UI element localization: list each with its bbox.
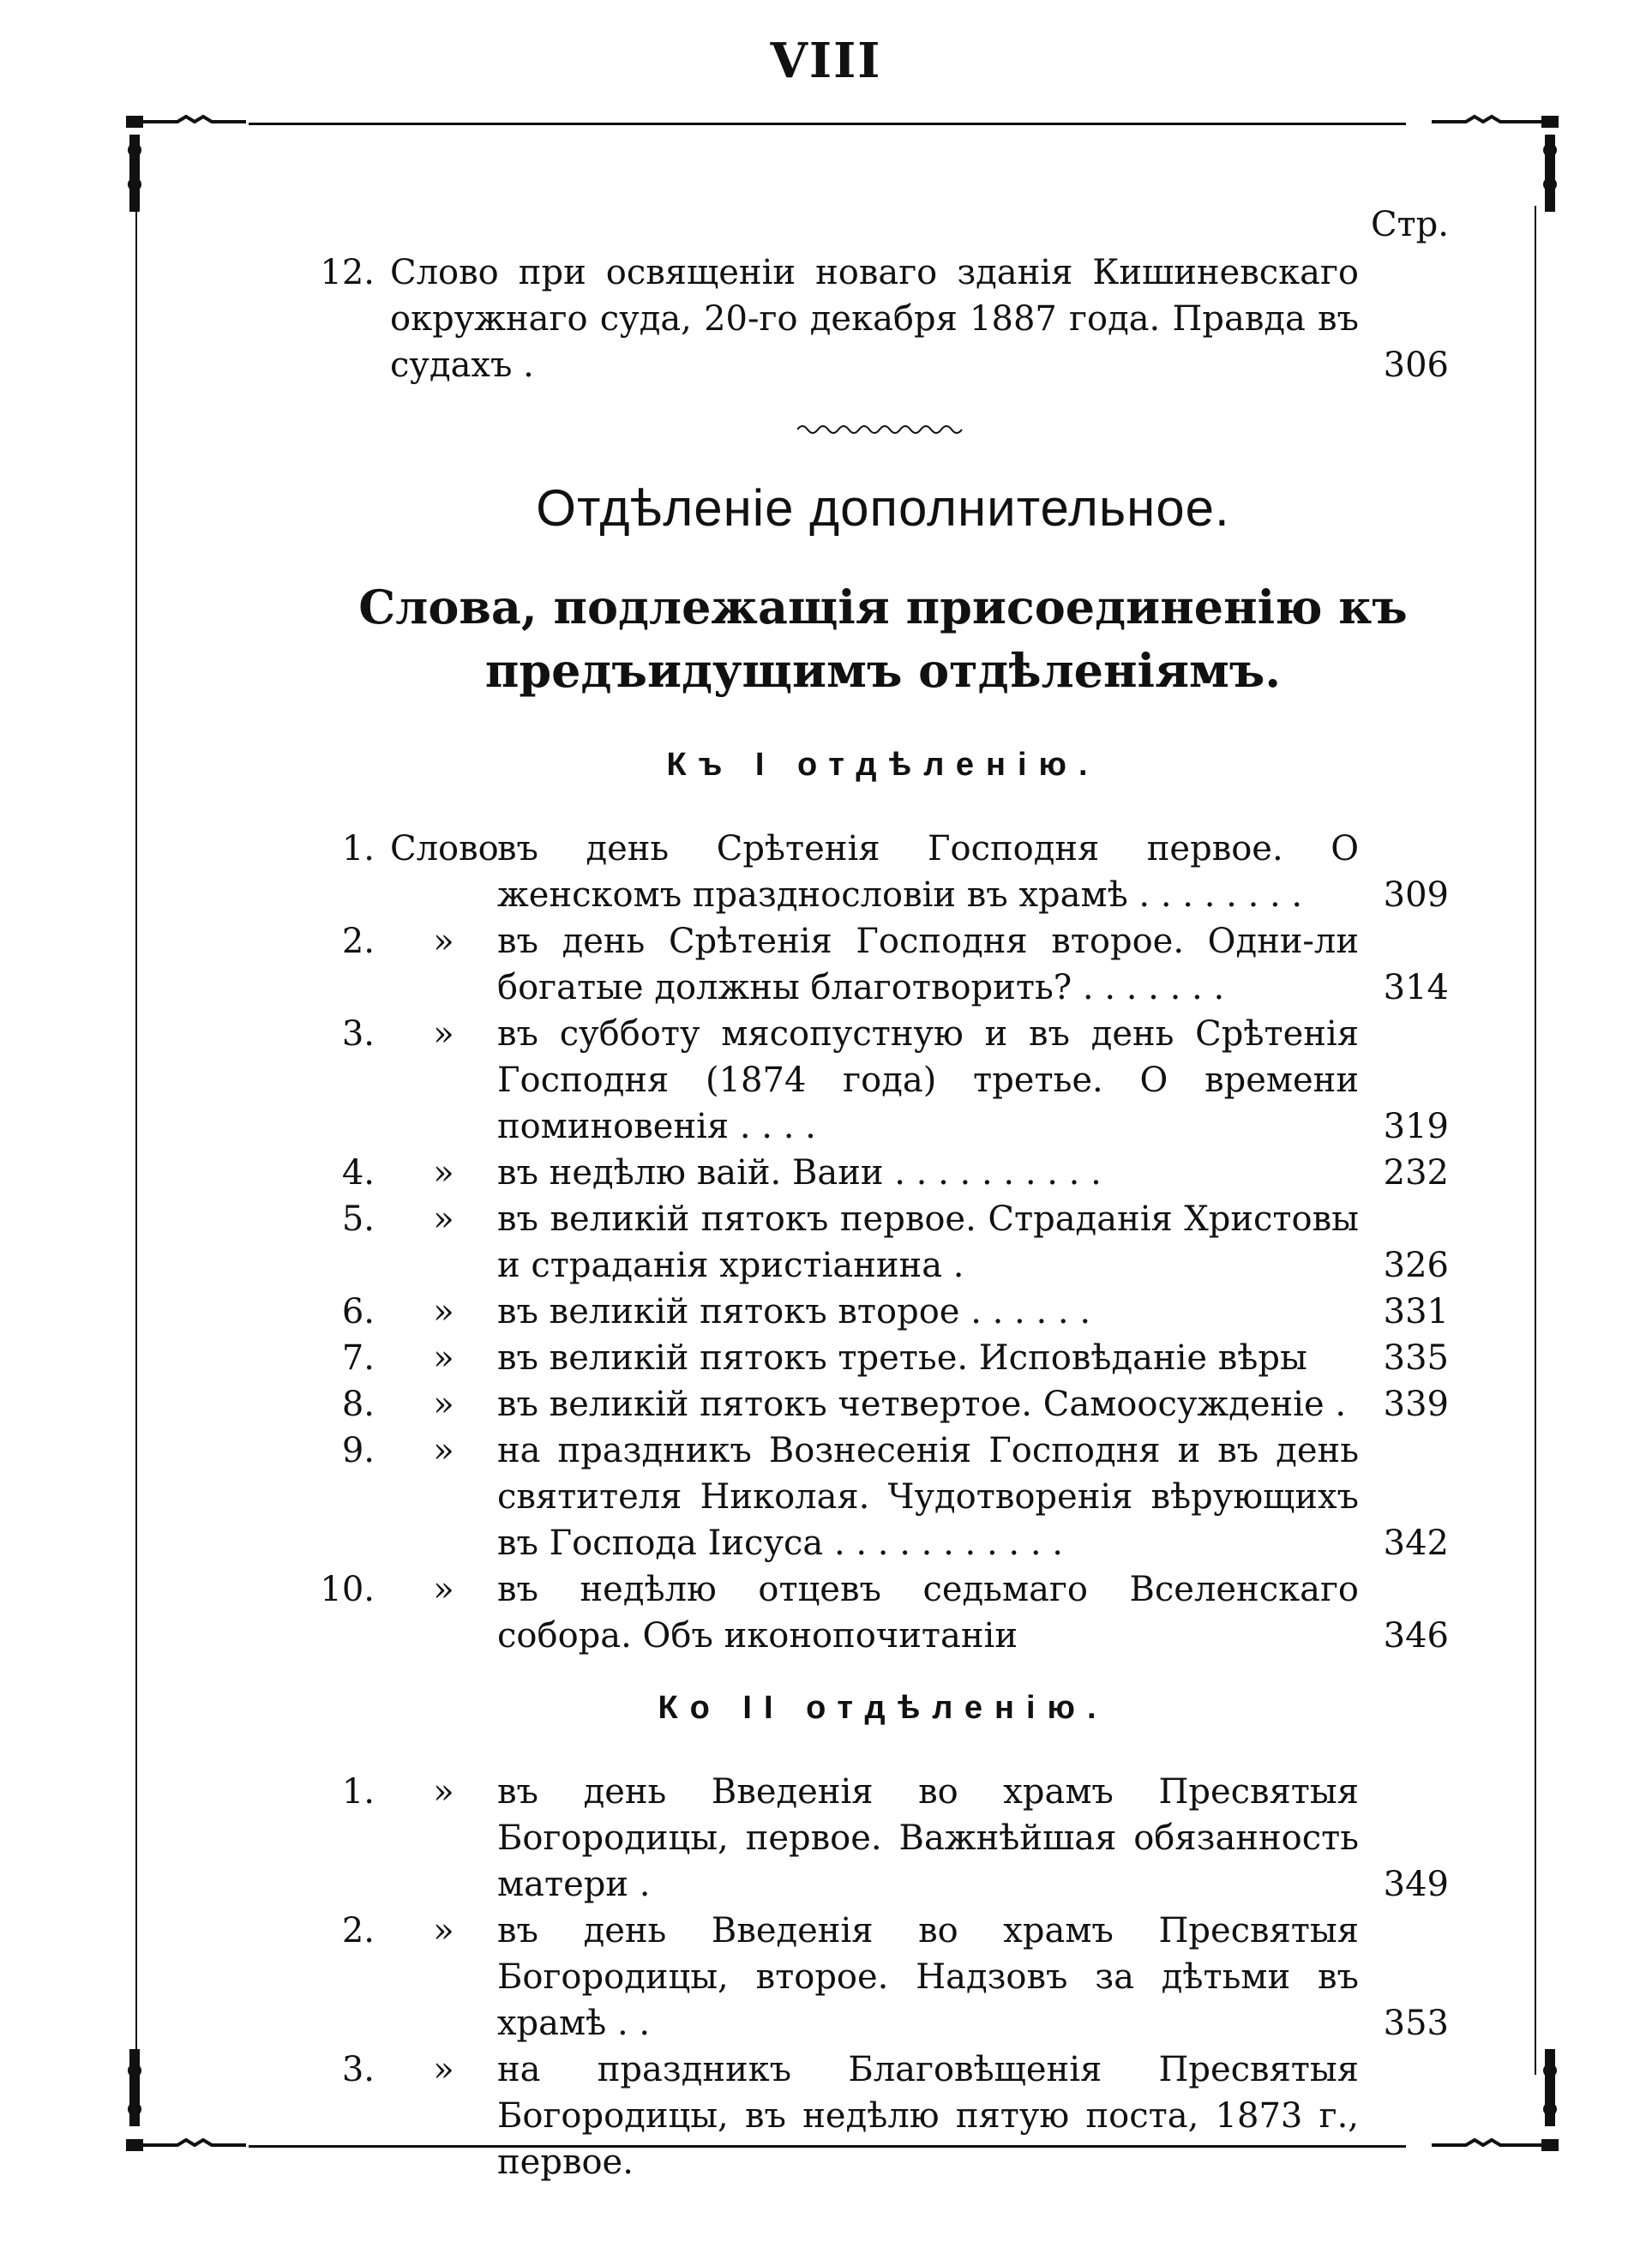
toc-entry-12 (317, 249, 1449, 388)
entry-number: 3. (341, 1014, 375, 1054)
entry-text-block (390, 249, 1359, 388)
entry-page: 335 (1383, 1338, 1449, 1378)
entry-mark: » (433, 1570, 454, 1609)
entry-number: 2. (341, 1911, 375, 1950)
toc-entry (317, 1335, 1449, 1381)
entry-page: 309 (1383, 875, 1449, 915)
entry-text: въ субботу мясопустную и въ день Срѣтенія Господня (1874 года) третье. О времени поминовенія . . . . (497, 1014, 1359, 1146)
page-column-header: Стр. (1370, 205, 1449, 244)
entry-page: 314 (1383, 968, 1449, 1007)
entry-number: 7. (341, 1338, 375, 1378)
frame-left-rule (135, 206, 137, 2075)
entry-text: въ день Срѣтенія Господня второе. Одни-ли богатые должны благотворить? . . . . . . . (497, 922, 1359, 1007)
ornament-bottom-right-icon (1432, 2041, 1560, 2186)
toc-entry (317, 1381, 1449, 1428)
part-heading-1: Къ I отдѣленію. (666, 747, 1100, 783)
toc-entry (317, 1769, 1449, 1908)
toc-entry (317, 1011, 1449, 1150)
entry-mark: » (433, 1431, 454, 1470)
entry-number: 1. (341, 829, 375, 869)
entry-number: 4. (341, 1153, 375, 1193)
toc-entry (317, 1566, 1449, 1659)
entry-mark: » (433, 1385, 454, 1424)
section-title: Отдѣленіе дополнительное. (536, 479, 1230, 537)
entry-page: 306 (1383, 346, 1449, 385)
part-1-list (317, 826, 1449, 1659)
entry-page: 331 (1383, 1292, 1449, 1331)
entry-mark: Слово (390, 829, 499, 869)
entry-text: въ день Срѣтенія Господня первое. О женскомъ празднословіи въ храмѣ . . . . . . . . (497, 829, 1359, 915)
entry-text: при освященіи новаго зданія Кишиневскаго окружнаго суда, 20-го декабря 1887 года. Правда въ судахъ . (390, 253, 1360, 385)
subsection-title: Слова, подлежащія присоединенію къ предъидущимъ отдѣленіямъ. (358, 580, 1408, 698)
entry-text: въ великій пятокъ третье. Исповѣданіе вѣры (497, 1338, 1307, 1378)
entry-number: 2. (341, 922, 375, 961)
entry-text: на праздникъ Благовѣщенія Пресвятыя Богородицы, въ недѣлю пятую поста, 1873 г., первое. (497, 2050, 1359, 2182)
ornament-top-right-icon (1432, 90, 1560, 236)
entry-page: 353 (1383, 2004, 1449, 2043)
toc-entry (317, 1428, 1449, 1566)
toc-entry (317, 1289, 1449, 1335)
ornament-top-left-icon (124, 90, 253, 236)
entry-page: 326 (1383, 1246, 1449, 1285)
ornament-bottom-left-icon (124, 2041, 253, 2186)
entry-mark: » (433, 922, 454, 961)
entry-number: 8. (341, 1385, 375, 1424)
toc-entry (317, 1150, 1449, 1196)
table-of-contents (317, 201, 1449, 2211)
entry-text: въ недѣлю ваій. Ваии . . . . . . . . . . (497, 1153, 1102, 1193)
entry-page: 319 (1383, 1107, 1449, 1146)
page-number: VIII (770, 33, 882, 89)
entry-page: 339 (1383, 1385, 1449, 1424)
part-heading-2: Ко II отдѣленію. (658, 1690, 1108, 1726)
entry-lead-word: Слово (390, 253, 499, 292)
entry-number: 3. (341, 2050, 375, 2089)
entry-page: 349 (1383, 1865, 1449, 1904)
entry-text: въ день Введенія во храмъ Пресвятыя Богородицы, первое. Важнѣйшая обязанность матери . (497, 1772, 1359, 1904)
toc-entry (317, 1908, 1449, 2047)
entry-mark: » (433, 1014, 454, 1054)
entry-mark: » (433, 1199, 454, 1239)
entry-number: 5. (341, 1199, 375, 1239)
toc-entry (317, 918, 1449, 1011)
entry-text: въ великій пятокъ второе . . . . . . (497, 1292, 1091, 1331)
entry-page: 232 (1383, 1153, 1449, 1193)
entry-text: въ недѣлю отцевъ седьмаго Вселенскаго собора. Объ иконопочитаніи (497, 1570, 1359, 1656)
entry-page: 346 (1383, 1616, 1449, 1656)
entry-number: 1. (341, 1772, 375, 1812)
entry-mark: » (433, 1338, 454, 1378)
entry-text: на праздникъ Вознесенія Господня и въ день святителя Николая. Чудотворенія вѣрующихъ въ Господа Іисуса . . . . . . . . . . . (497, 1431, 1359, 1563)
entry-number: 12. (320, 253, 375, 292)
entry-number: 10. (320, 1570, 375, 1609)
frame-top-rule (249, 123, 1406, 125)
toc-entry (317, 2047, 1449, 2185)
entry-text: въ великій пятокъ четвертое. Самоосужденіе . (497, 1385, 1347, 1424)
entry-mark: » (433, 1772, 454, 1812)
entry-mark: » (433, 1911, 454, 1950)
entry-mark: » (433, 1153, 454, 1193)
toc-entry (317, 1196, 1449, 1289)
entry-number: 9. (341, 1431, 375, 1470)
toc-entry (317, 826, 1449, 918)
entry-mark: » (433, 1292, 454, 1331)
entry-text: въ день Введенія во храмъ Пресвятыя Богородицы, второе. Надзовъ за дѣтьми въ храмѣ . . (497, 1911, 1359, 2043)
part-2-list (317, 1769, 1449, 2185)
entry-text: въ великій пятокъ первое. Страданія Христовы и страданія христіанина . (497, 1199, 1359, 1285)
wavy-divider-icon (317, 404, 1449, 450)
entry-page: 342 (1383, 1524, 1449, 1563)
entry-number: 6. (341, 1292, 375, 1331)
entry-mark: » (433, 2050, 454, 2089)
frame-right-rule (1535, 206, 1536, 2075)
